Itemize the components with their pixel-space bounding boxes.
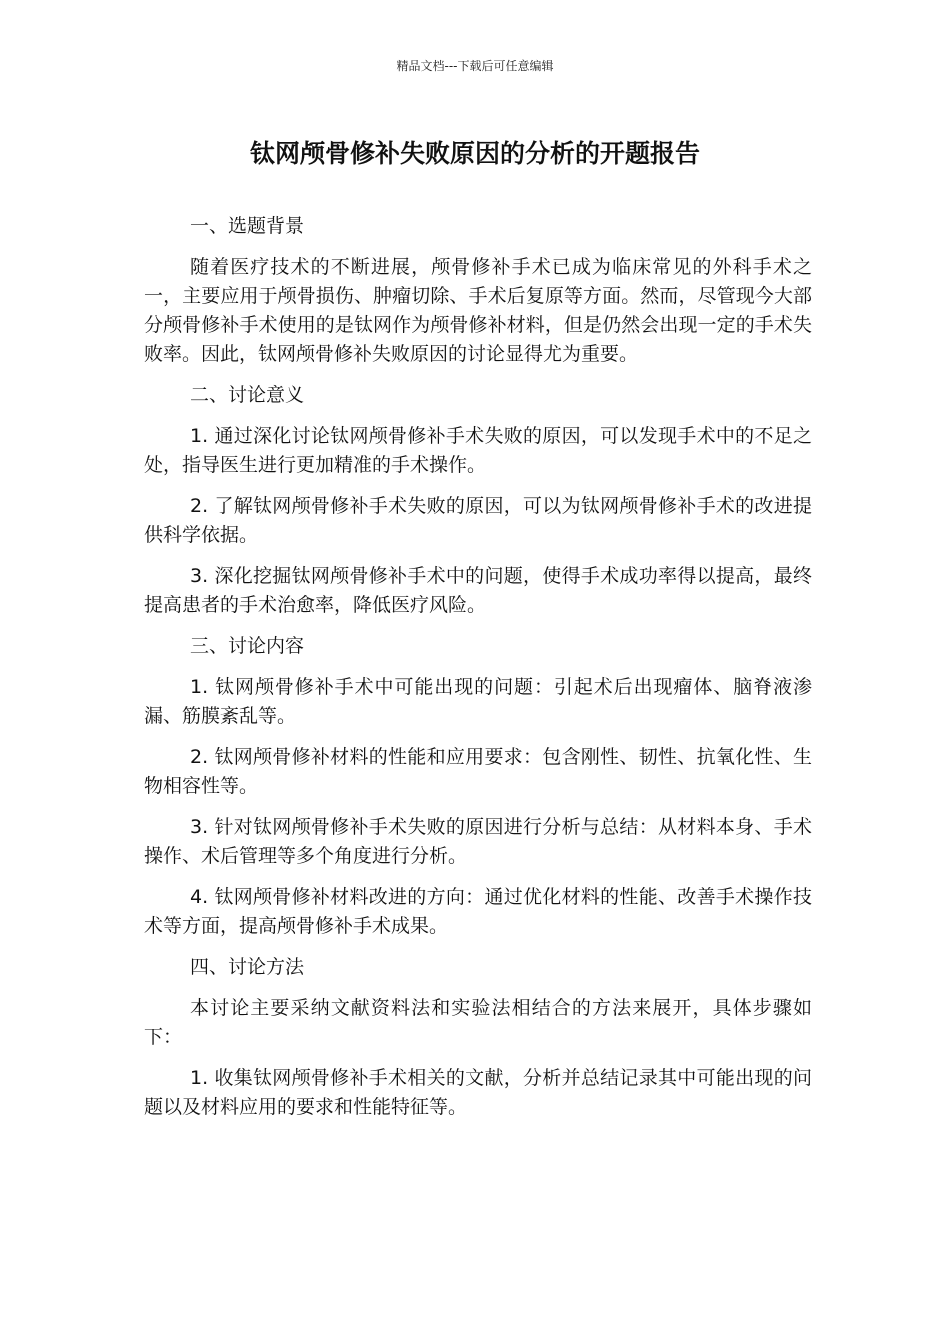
paragraph-significance-3: 3. 深化挖掘钛网颅骨修补手术中的问题，使得手术成功率得以提高，最终提高患者的手术治愈率，降低医疗风险。 [144,565,812,616]
paragraph-content-2: 2. 钛网颅骨修补材料的性能和应用要求：包含刚性、韧性、抗氧化性、生物相容性等。 [144,746,812,797]
paragraph-content-4: 4. 钛网颅骨修补材料改进的方向：通过优化材料的性能、改善手术操作技术等方面，提高颅骨修补手术成果。 [144,886,812,937]
paragraph-significance-1: 1. 通过深化讨论钛网颅骨修补手术失败的原因，可以发现手术中的不足之处，指导医生进行更加精准的手术操作。 [144,425,812,476]
document-body [144,212,812,1134]
paragraph-background: 随着医疗技术的不断进展，颅骨修补手术已成为临床常见的外科手术之一，主要应用于颅骨损伤、肿瘤切除、手术后复原等方面。然而，尽管现今大部分颅骨修补手术使用的是钛网作为颅骨修补材料，但是仍然会出现一定的手术失败率。因此，钛网颅骨修补失败原因的讨论显得尤为重要。 [144,256,812,365]
paragraph-content-3: 3. 针对钛网颅骨修补手术失败的原因进行分析与总结：从材料本身、手术操作、术后管理等多个角度进行分析。 [144,816,812,867]
section-heading-content: 三、讨论内容 [190,635,305,657]
section-heading-method: 四、讨论方法 [190,956,305,978]
paragraph-method-intro: 本讨论主要采纳文献资料法和实验法相结合的方法来展开，具体步骤如下： [144,997,812,1048]
section-heading-significance: 二、讨论意义 [190,384,305,406]
paragraph-significance-2: 2. 了解钛网颅骨修补手术失败的原因，可以为钛网颅骨修补手术的改进提供科学依据。 [144,495,812,546]
section-heading-background: 一、选题背景 [190,215,305,237]
header-note: 精品文档---下载后可任意编辑 [396,59,554,73]
paragraph-method-1: 1. 收集钛网颅骨修补手术相关的文献，分析并总结记录其中可能出现的问题以及材料应用的要求和性能特征等。 [144,1067,812,1118]
document-title: 钛网颅骨修补失败原因的分析的开题报告 [249,139,700,168]
paragraph-content-1: 1. 钛网颅骨修补手术中可能出现的问题：引起术后出现瘤体、脑脊液渗漏、筋膜紊乱等。 [144,676,812,727]
